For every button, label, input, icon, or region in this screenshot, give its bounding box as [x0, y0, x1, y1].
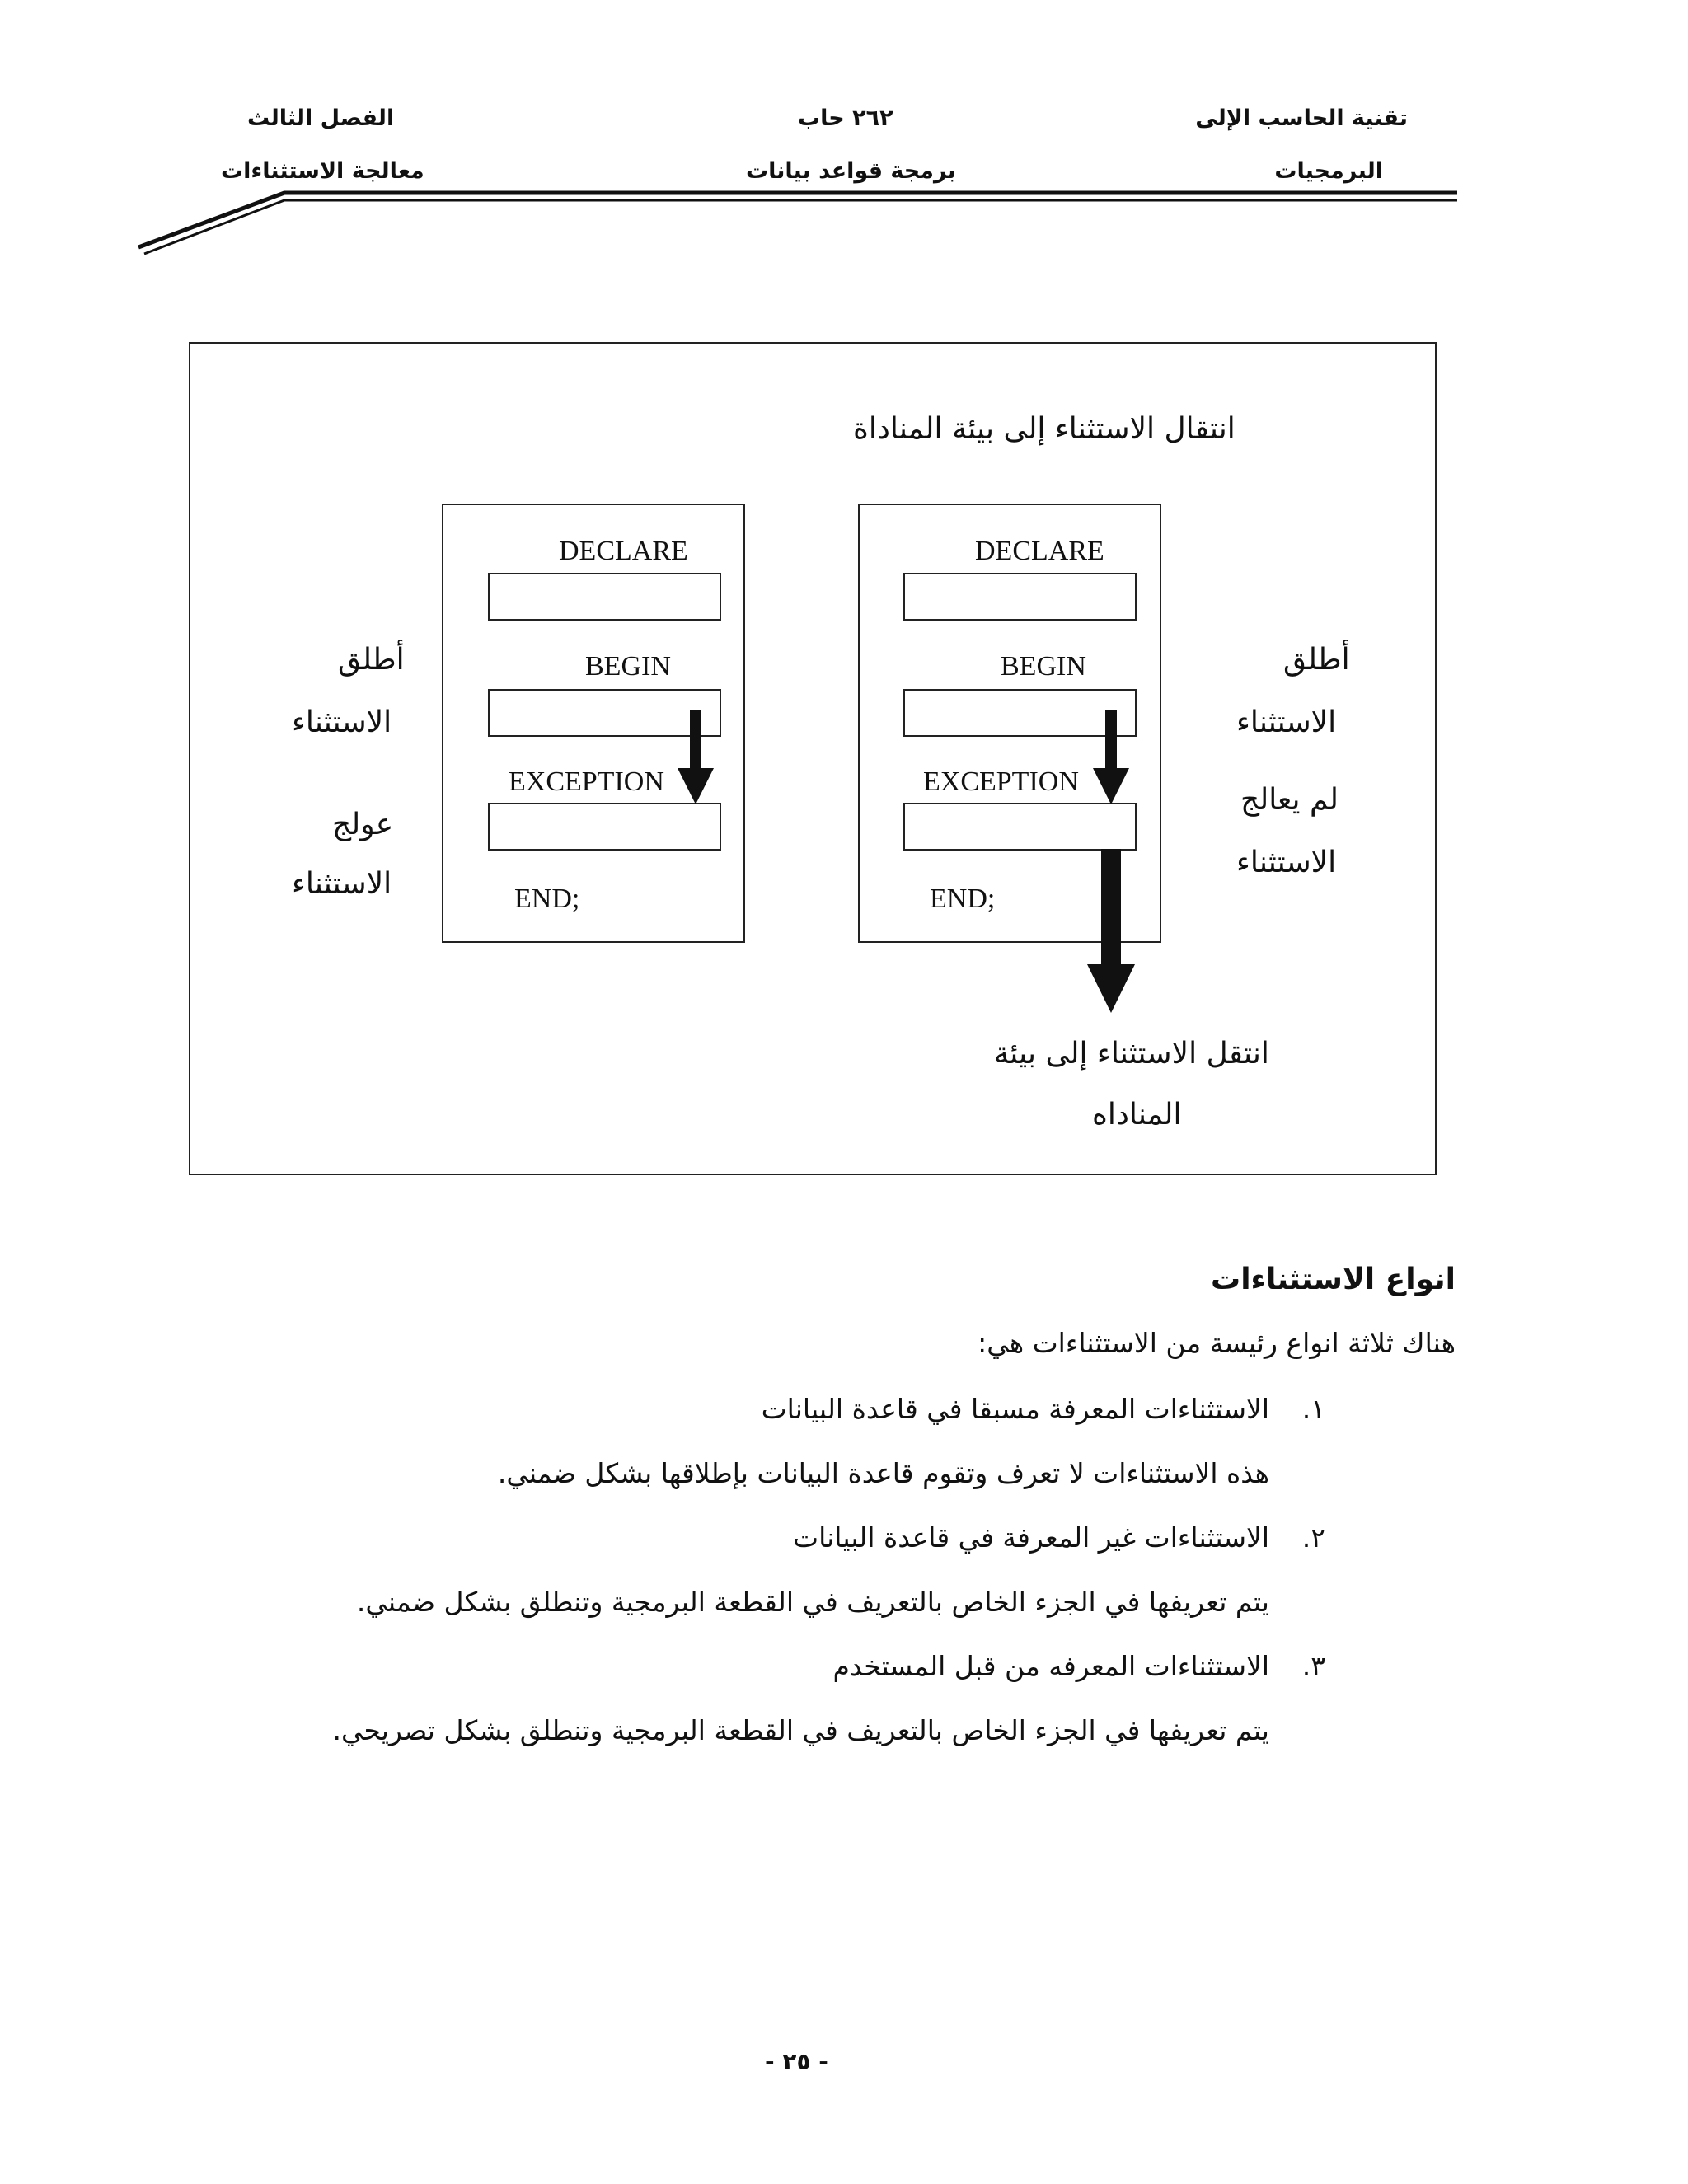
diagram-title: انتقال الاستثناء إلى بيئة المناداة — [853, 412, 1236, 446]
header-center-top: ٢٦٢ حاب — [798, 105, 893, 131]
item-1-number: ١. — [1301, 1393, 1325, 1425]
right-end-keyword: END; — [930, 883, 996, 914]
header-right-bottom: البرمجيات — [1274, 158, 1383, 184]
item-3-title: الاستثناءات المعرفه من قبل المستخدم — [832, 1650, 1269, 1682]
left-handled-label-1: عولج — [332, 808, 394, 841]
header-center-bottom: برمجة قواعد بيانات — [746, 158, 956, 184]
item-2-title: الاستثناءات غير المعرفة في قاعدة البيانات — [793, 1521, 1269, 1554]
right-raise-label-1: أطلق — [1283, 643, 1350, 677]
left-begin-keyword: BEGIN — [585, 651, 671, 682]
left-raise-label-2: الاستثناء — [292, 705, 392, 739]
item-3-desc: يتم تعريفها في الجزء الخاص بالتعريف في القطعة البرمجية وتنطلق بشكل تصريحي. — [332, 1714, 1269, 1746]
left-raise-arrow — [678, 710, 714, 804]
left-handled-label-2: الاستثناء — [292, 867, 392, 901]
item-1-desc: هذه الاستثناءات لا تعرف وتقوم قاعدة البيانات بإطلاقها بشكل ضمني. — [497, 1457, 1269, 1489]
right-raise-label-2: الاستثناء — [1236, 705, 1337, 739]
section-heading: انواع الاستثناءات — [1211, 1263, 1456, 1296]
right-declare-keyword: DECLARE — [975, 536, 1104, 566]
item-1-title: الاستثناءات المعرفة مسبقا في قاعدة البيانات — [761, 1393, 1269, 1425]
left-raise-label-1: أطلق — [338, 643, 405, 677]
right-unhandled-label-1: لم يعالج — [1240, 783, 1339, 817]
item-2-number: ٢. — [1301, 1521, 1325, 1554]
section-intro: هناك ثلاثة انواع رئيسة من الاستثناءات هي: — [978, 1327, 1456, 1359]
item-3-number: ٣. — [1301, 1650, 1325, 1682]
header-left-top: الفصل الثالث — [247, 105, 395, 131]
propagate-arrow — [1087, 849, 1135, 1013]
item-2-desc: يتم تعريفها في الجزء الخاص بالتعريف في القطعة البرمجية وتنطلق بشكل ضمني. — [356, 1586, 1269, 1618]
right-unhandled-label-2: الاستثناء — [1236, 846, 1337, 879]
page-number: - ٢٥ - — [765, 2048, 828, 2075]
right-exception-keyword: EXCEPTION — [923, 766, 1079, 797]
propagate-label-2: المناداه — [1092, 1098, 1182, 1132]
propagate-label-1: انتقل الاستثناء إلى بيئة — [994, 1037, 1269, 1071]
right-raise-arrow — [1093, 710, 1129, 804]
right-begin-keyword: BEGIN — [1001, 651, 1086, 682]
left-end-keyword: END; — [514, 883, 580, 914]
diagram-arrows — [0, 0, 1688, 1071]
header-left-bottom: معالجة الاستثناءات — [221, 158, 424, 184]
left-exception-keyword: EXCEPTION — [509, 766, 664, 797]
header-right-top: تقنية الحاسب الإلى — [1195, 105, 1408, 131]
left-declare-keyword: DECLARE — [559, 536, 688, 566]
